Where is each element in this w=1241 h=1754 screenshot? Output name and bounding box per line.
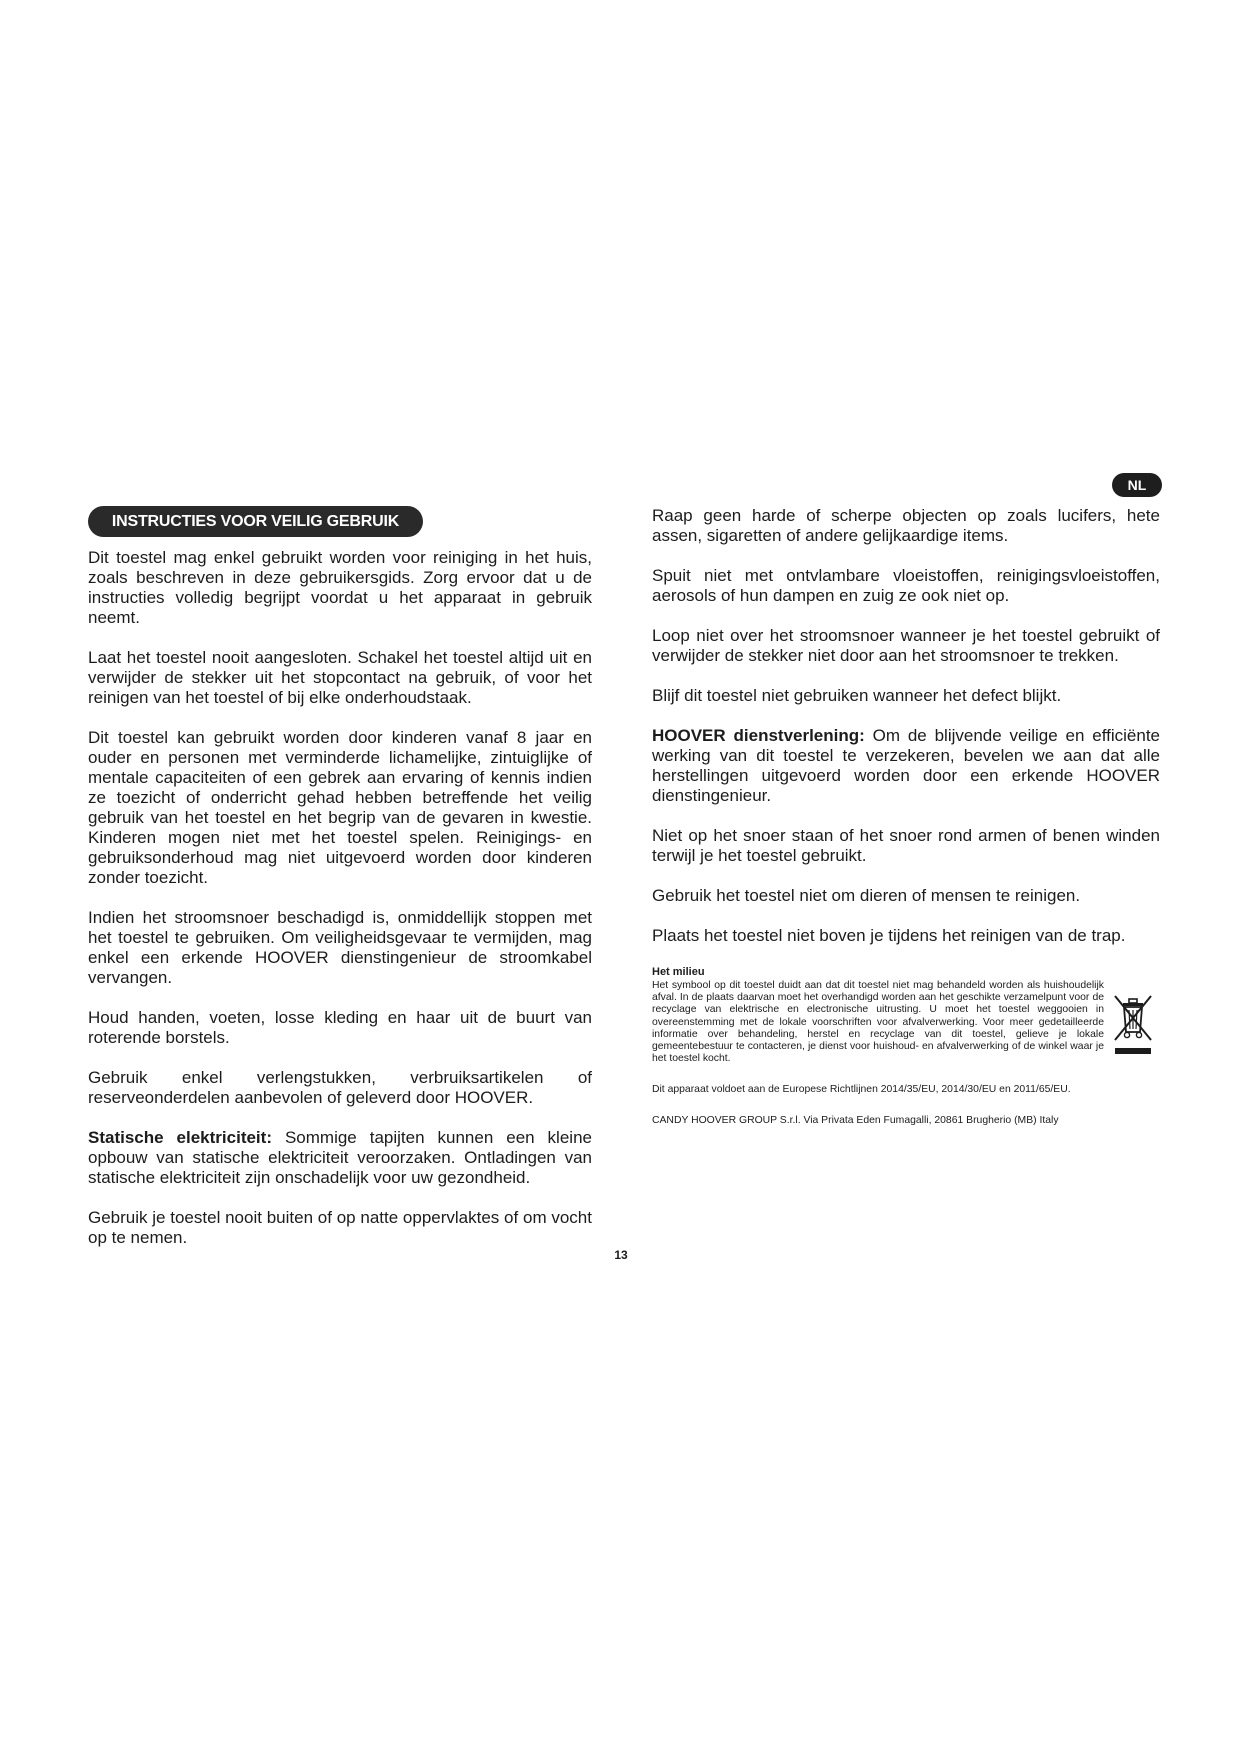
safety-paragraph: Dit toestel mag enkel gebruikt worden voor reiniging in het huis, zoals beschreven in deze gebruikersgids. Zorg ervoor dat u de instructies volledig begrijpt voordat u het apparaat in gebruik neemt. [88, 548, 592, 627]
paragraph-lead: HOOVER dienstverlening: [652, 726, 865, 745]
compliance-note: Dit apparaat voldoet aan de Europese Richtlijnen 2014/35/EU, 2014/30/EU en 2011/65/EU. [652, 1084, 1071, 1096]
safety-paragraph: Plaats het toestel niet boven je tijdens het reinigen van de trap. [652, 926, 1126, 945]
paragraph-lead: Statische elektriciteit: [88, 1128, 272, 1147]
safety-paragraph: Raap geen harde of scherpe objecten op zoals lucifers, hete assen, sigaretten of andere gelijkaardige items. [652, 506, 1160, 545]
paragraph-body: Om de blijvende veilige en efficiënte werking van dit toestel te verzekeren, bevelen we aan dat alle herstellingen uitgevoerd worden door een erkende HOOVER dienstingenieur. [652, 726, 1160, 805]
safety-paragraph: Gebruik je toestel nooit buiten of op natte oppervlaktes of om vocht op te nemen. [88, 1208, 592, 1247]
environment-block [652, 980, 1160, 1065]
safety-paragraph: Houd handen, voeten, losse kleding en haar uit de buurt van roterende borstels. [88, 1008, 592, 1047]
static-electricity-paragraph [88, 1128, 592, 1188]
left-column [88, 548, 592, 1268]
right-column [652, 506, 1160, 1127]
section-title: INSTRUCTIES VOOR VEILIG GEBRUIK [88, 506, 423, 537]
safety-paragraph: Dit toestel kan gebruikt worden door kinderen vanaf 8 jaar en ouder en personen met verminderde lichamelijke, zintuiglijke of mentale capaciteiten of een gebrek aan ervaring of kennis indien ze toezicht of onderricht gehad hebben betreffende het veilig gebruik van het toestel en het begrip van de gevaren in kwestie. Kinderen mogen niet met het toestel spelen. Reinigings- en gebruiksonderhoud mag niet uitgevoerd worden door kinderen zonder toezicht. [88, 728, 592, 887]
safety-paragraph: Gebruik het toestel niet om dieren of mensen te reinigen. [652, 886, 1081, 905]
safety-paragraph: Laat het toestel nooit aangesloten. Schakel het toestel altijd uit en verwijder de stekker uit het stopcontact na gebruik, of voor het reinigen van het toestel of bij elke onderhoudstaak. [88, 648, 592, 707]
weee-crossed-bin-icon [1110, 990, 1156, 1058]
page-number: 13 [614, 1248, 628, 1262]
safety-paragraph: Spuit niet met ontvlambare vloeistoffen, reinigingsvloeistoffen, aerosols of hun dampen en zuig ze ook niet op. [652, 566, 1160, 605]
company-address: CANDY HOOVER GROUP S.r.l. Via Privata Eden Fumagalli, 20861 Brugherio (MB) Italy [652, 1115, 1059, 1127]
safety-paragraph: Blijf dit toestel niet gebruiken wanneer het defect blijkt. [652, 686, 1062, 705]
safety-paragraph: Gebruik enkel verlengstukken, verbruiksartikelen of reserveonderdelen aanbevolen of geleverd door HOOVER. [88, 1068, 592, 1107]
service-paragraph [652, 726, 1160, 806]
safety-paragraph: Indien het stroomsnoer beschadigd is, onmiddellijk stoppen met het toestel te gebruiken. Om veiligheidsgevaar te vermijden, mag enkel een erkende HOOVER dienstingenieur de stroomkabel vervangen. [88, 908, 592, 987]
language-badge: NL [1112, 473, 1162, 497]
environment-text: Het symbool op dit toestel duidt aan dat dit toestel niet mag behandeld worden als huishoudelijk afval. In de plaats daarvan moet het overhandigd worden aan het geschikte verzamelpunt voor de recyclage van elektrische en electronische uitrusting. U moet het toestel weggooien in overeenstemming met de lokale voorschriften voor afvalverwerking. Voor meer gedetailleerde informatie over behandeling, herstel en recyclage van dit toestel, gelieve je lokale gemeentebestuur te contacteren, je dienst voor huishoud- en afvalverwerking of de winkel waar je het toestel kocht. [652, 980, 1104, 1065]
safety-paragraph: Niet op het snoer staan of het snoer rond armen of benen winden terwijl je het toestel gebruikt. [652, 826, 1160, 865]
paragraph-body: Sommige tapijten kunnen een kleine opbouw van statische elektriciteit veroorzaken. Ontladingen van statische elektriciteit zijn onschadelijk voor uw gezondheid. [88, 1128, 592, 1187]
environment-title: Het milieu [652, 966, 705, 978]
safety-paragraph: Loop niet over het stroomsnoer wanneer je het toestel gebruikt of verwijder de stekker niet door aan het stroomsnoer te trekken. [652, 626, 1160, 665]
